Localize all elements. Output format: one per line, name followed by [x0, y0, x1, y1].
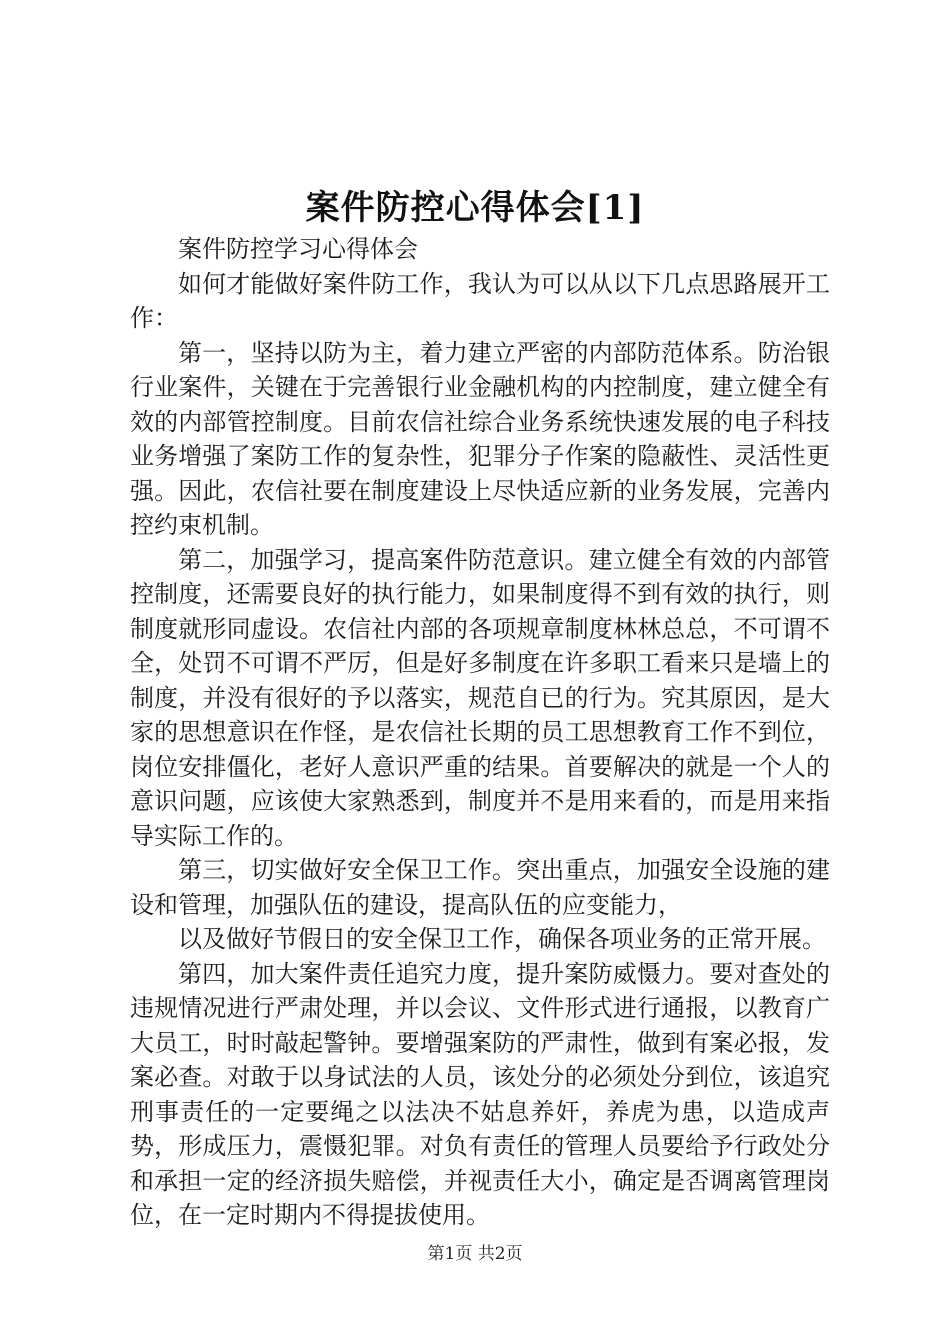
paragraph-second: 第二，加强学习，提高案件防范意识。建立健全有效的内部管控制度，还需要良好的执行能力，如果制度得不到有效的执行，则制度就形同虚设。农信社内部的各项规章制度林林总总，不可谓不全，处罚不可谓不严厉，但是好多制度在许多职工看来只是墙上的制度，并没有很好的予以落实，规范自已的行为。究其原因，是大家的思想意识在作怪，是农信社长期的员工思想教育工作不到位，岗位安排僵化，老好人意识严重的结果。首要解决的就是一个人的意识问题，应该使大家熟悉到，制度并不是用来看的，而是用来指导实际工作的。: [130, 545, 830, 850]
page-number-footer: 第1页 共2页: [427, 1244, 523, 1264]
document-title: 案件防控心得体会[1]: [305, 188, 645, 228]
document-body: [130, 232, 830, 1233]
paragraph-fourth: 第四，加大案件责任追究力度，提升案防威慑力。要对查处的违规情况进行严肃处理，并以会议、文件形式进行通报，以教育广大员工，时时敲起警钟。要增强案防的严肃性，做到有案必报，发案必查。对敢于以身试法的人员，该处分的必须处分到位，该追究刑事责任的一定要绳之以法决不姑息养奸，养虎为患，以造成声势，形成压力，震慑犯罪。对负有责任的管理人员要给予行政处分和承担一定的经济损失赔偿，并视责任大小，确定是否调离管理岗位，在一定时期内不得提拔使用。: [130, 959, 830, 1229]
paragraph-third: 第三，切实做好安全保卫工作。突出重点，加强安全设施的建设和管理，加强队伍的建设，提高队伍的应变能力，: [130, 856, 830, 919]
paragraph-intro: 如何才能做好案件防工作，我认为可以从以下几点思路展开工作：: [130, 269, 830, 332]
paragraph-subtitle: 案件防控学习心得体会: [178, 235, 418, 263]
paragraph-third-continued: 以及做好节假日的安全保卫工作，确保各项业务的正常开展。: [178, 925, 826, 953]
paragraph-first: 第一，坚持以防为主，着力建立严密的内部防范体系。防治银行业案件，关键在于完善银行业金融机构的内控制度，建立健全有效的内部管控制度。目前农信社综合业务系统快速发展的电子科技业务增强了案防工作的复杂性，犯罪分子作案的隐蔽性、灵活性更强。因此，农信社要在制度建设上尽快适应新的业务发展，完善内控约束机制。: [130, 338, 830, 539]
